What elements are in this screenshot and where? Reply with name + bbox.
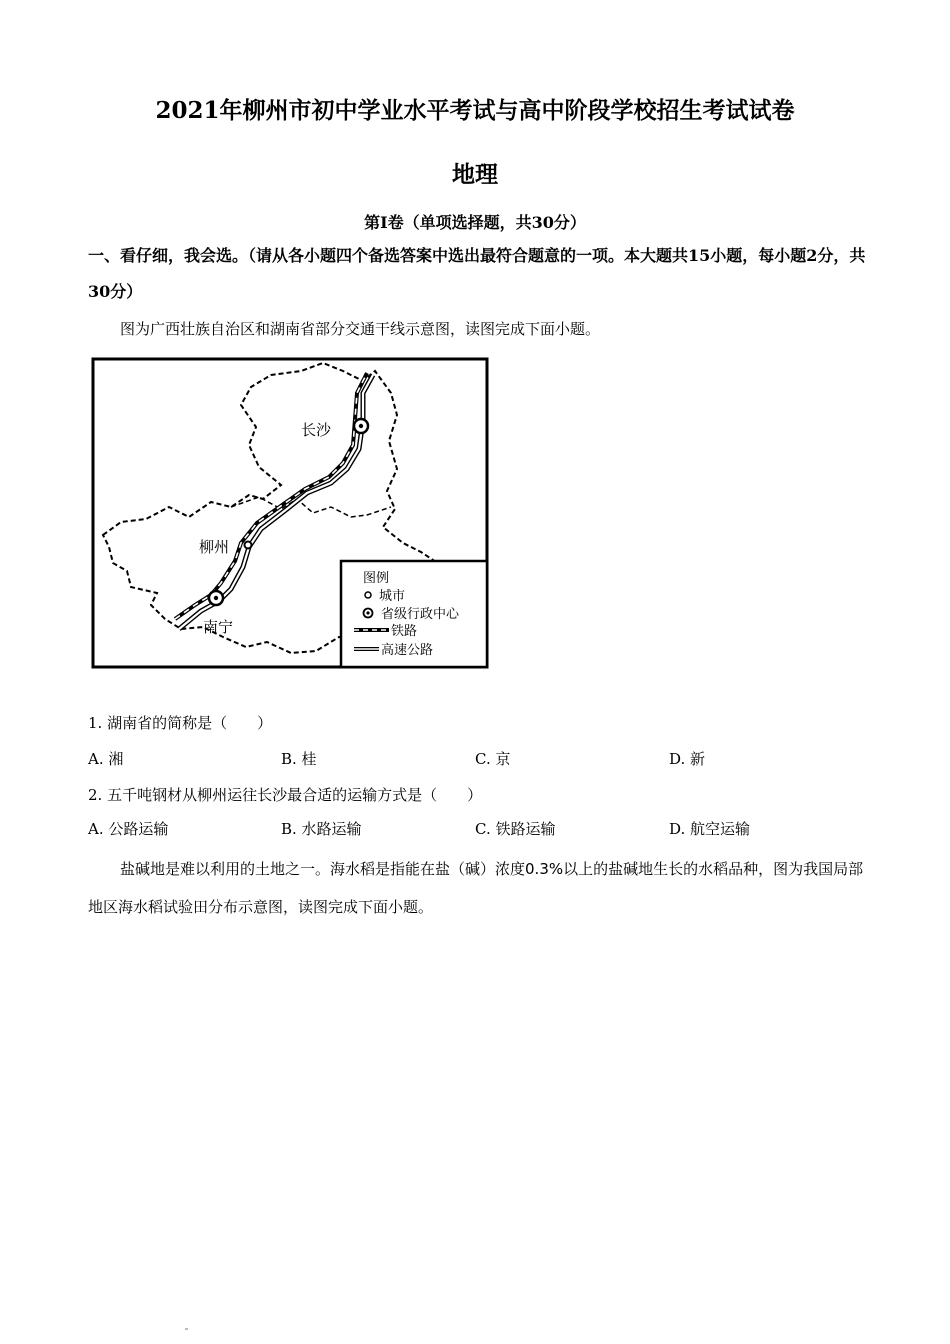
exam-title: 2021年柳州市初中学业水平考试与高中阶段学校招生考试试卷 [155, 97, 795, 124]
question-1-stem: 1. 湖南省的简称是（ ） [88, 714, 273, 732]
question-1-option-b[interactable]: B. 桂 [281, 750, 317, 768]
group1-intro: 图为广西壮族自治区和湖南省部分交通干线示意图，读图完成下面小题。 [120, 320, 601, 338]
legend-city: 城市 [379, 589, 406, 604]
changsha-capital-marker [354, 419, 368, 433]
question-2-option-d[interactable]: D. 航空运输 [669, 820, 751, 838]
city-label-changsha: 长沙 [301, 421, 332, 439]
question-1-option-d[interactable]: D. 新 [669, 750, 706, 768]
question-2-option-a[interactable]: A. 公路运输 [88, 820, 169, 838]
legend-railway: 铁路 [391, 624, 418, 639]
question-2-stem: 2. 五千吨钢材从柳州运往长沙最合适的运输方式是（ ） [88, 786, 483, 804]
question-2-option-c[interactable]: C. 铁路运输 [475, 820, 556, 838]
section-heading: 一、看仔细，我会选。（请从各小题四个备选答案中选出最符合题意的一项。本大题共15小题，每小题2分，共30分） [88, 246, 866, 301]
volume-title: 第Ⅰ卷（单项选择题，共30分） [364, 213, 586, 232]
liuzhou-city-marker [245, 542, 252, 549]
legend-city-icon [365, 592, 371, 598]
nanning-capital-marker [209, 591, 223, 605]
city-label-liuzhou: 柳州 [199, 538, 230, 556]
question-1-option-c[interactable]: C. 京 [475, 750, 511, 768]
city-label-nanning: 南宁 [203, 618, 234, 636]
map-legend [341, 561, 487, 667]
footer-mark [185, 1328, 188, 1330]
legend-capital: 省级行政中心 [381, 607, 460, 622]
group2-intro: 盐碱地是难以利用的土地之一。海水稻是指能在盐（碱）浓度0.3%以上的盐碱地生长的水稻品种，图为我国局部地区海水稻试验田分布示意图，读图完成下面小题。 [88, 860, 864, 916]
legend-highway: 高速公路 [381, 643, 434, 658]
transport-map [91, 357, 489, 671]
question-1-option-a[interactable]: A. 湘 [88, 750, 124, 768]
legend-title: 图例 [363, 571, 390, 586]
subject-title: 地理 [452, 161, 498, 188]
question-2-option-b[interactable]: B. 水路运输 [281, 820, 362, 838]
